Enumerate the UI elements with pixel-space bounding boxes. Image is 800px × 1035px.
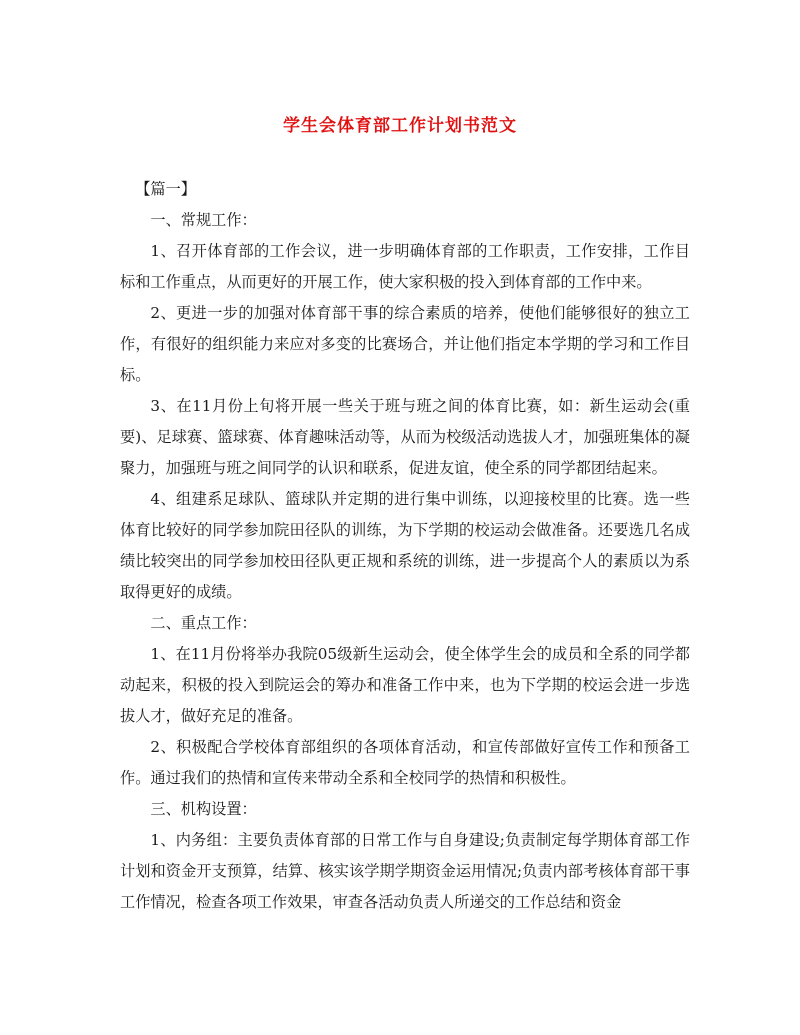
section-heading-organization: 三、机构设置： (150, 800, 257, 818)
paragraph: 1、内务组：主要负责体育部的日常工作与自身建设;负责制定每学期体育部工作计划和资金开支预算，结算、核实该学期学期资金运用情况;负责内部考核体育部干事工作情况，检查各项工作效果，审查各活动负责人所递交的工作总结和资金 (120, 831, 690, 911)
paragraph: 2、更进一步的加强对体育部干事的综合素质的培养，使他们能够很好的独立工作，有很好的组织能力来应对多变的比赛场合，并让他们指定本学期的学习和工作目标。 (120, 304, 690, 384)
paragraph: 4、组建系足球队、篮球队并定期的进行集中训练，以迎接校里的比赛。选一些体育比较好的同学参加院田径队的训练，为下学期的校运动会做准备。还要选几名成绩比较突出的同学参加校田径队更正规和系统的训练，进一步提高个人的素质以为系取得更好的成绩。 (120, 490, 690, 601)
section-marker: 【篇一】 (135, 180, 196, 198)
section-heading-routine-work: 一、常规工作： (150, 211, 257, 229)
paragraph: 2、积极配合学校体育部组织的各项体育活动，和宣传部做好宣传工作和预备工作。通过我们的热情和宣传来带动全系和全校同学的热情和积极性。 (120, 738, 690, 787)
document-body (120, 174, 690, 918)
document-title: 学生会体育部工作计划书范文 (283, 116, 517, 136)
paragraph: 1、在11月份将举办我院05级新生运动会，使全体学生会的成员和全系的同学都动起来，积极的投入到院运会的筹办和准备工作中来，也为下学期的校运会进一步选拔人才，做好充足的准备。 (120, 645, 690, 725)
section-heading-key-work: 二、重点工作： (150, 614, 257, 632)
paragraph: 1、召开体育部的工作会议，进一步明确体育部的工作职责，工作安排，工作目标和工作重点，从而更好的开展工作，使大家积极的投入到体育部的工作中来。 (120, 242, 690, 291)
paragraph: 3、在11月份上旬将开展一些关于班与班之间的体育比赛，如：新生运动会(重要)、足球赛、篮球赛、体育趣味活动等，从而为校级活动选拔人才，加强班集体的凝聚力，加强班与班之间同学的认识和联系，促进友谊，使全系的同学都团结起来。 (120, 397, 690, 477)
